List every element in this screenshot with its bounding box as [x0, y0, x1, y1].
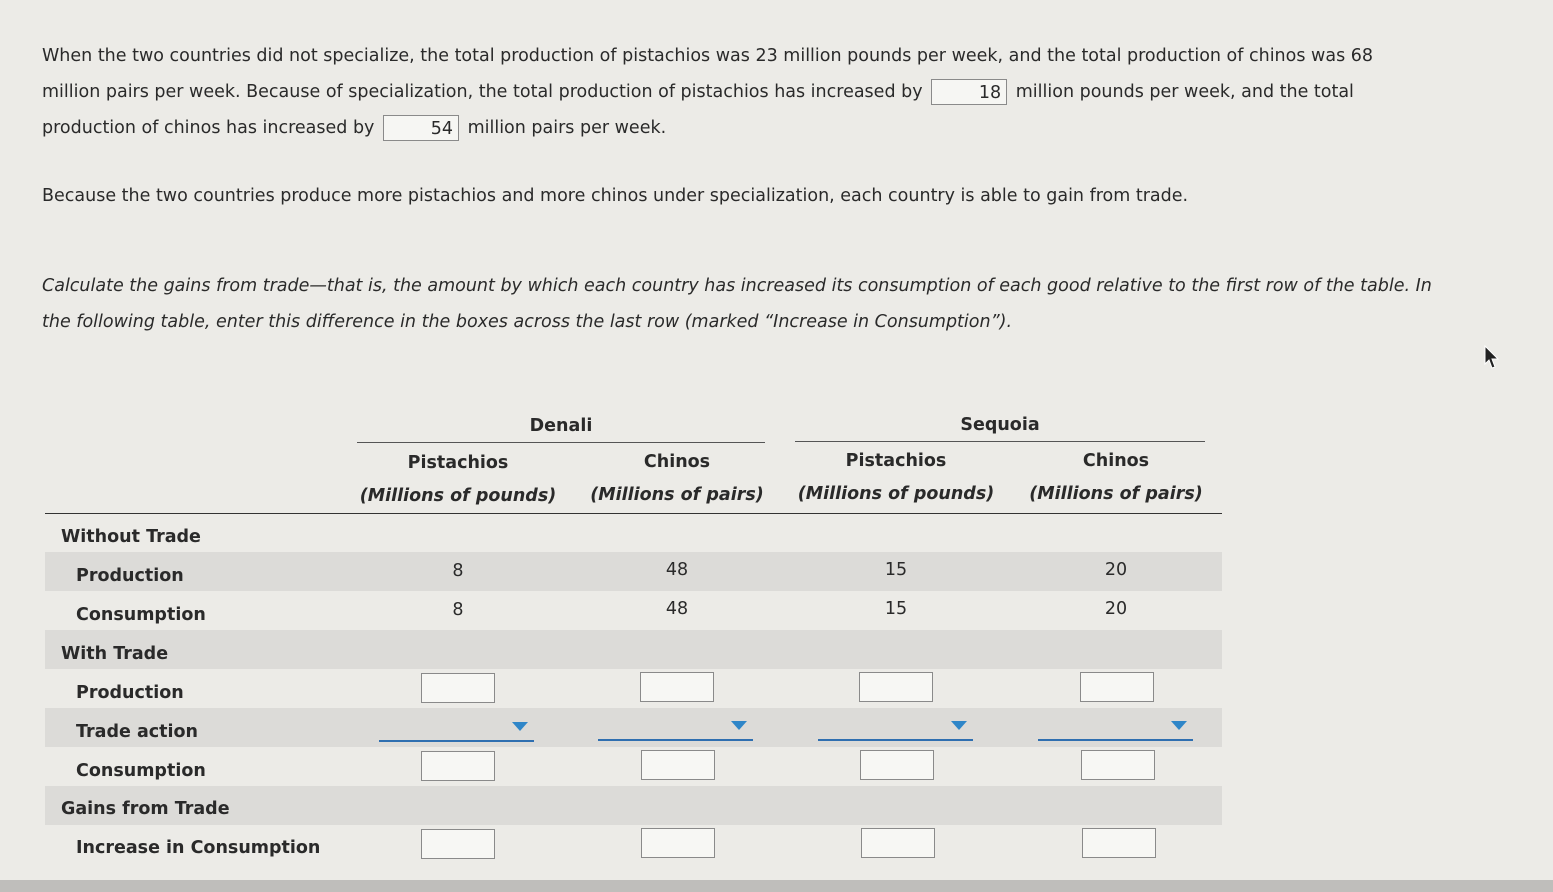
dropdown-denali-pistachios-trade-action[interactable]: [379, 718, 534, 742]
input-denali-chinos-increase[interactable]: [641, 828, 715, 858]
input-sequoia-pistachios-consumption[interactable]: [860, 750, 934, 780]
chevron-down-icon: [951, 721, 967, 730]
input-denali-pistachios-consumption[interactable]: [421, 751, 495, 781]
paragraph1-part1: When the two countries did not specialize, the total production of pistachios was 23 million pounds per week, and the total production of chinos was 68 million pairs per week. Because of specialization, the total production of pistachios has increased by: [42, 46, 1374, 102]
row-label-production: Production: [76, 566, 184, 586]
column-header-sequoia-pistachios: [791, 445, 1001, 511]
column-header-denali-pistachios: [353, 447, 563, 513]
dropdown-sequoia-chinos-trade-action[interactable]: [1038, 717, 1193, 741]
column-name: Pistachios: [845, 451, 947, 471]
input-denali-chinos-consumption[interactable]: [641, 750, 715, 780]
column-header-denali-chinos: [572, 446, 782, 512]
sequoia-header-divider: [795, 441, 1205, 442]
section-without-trade: Without Trade: [61, 527, 201, 547]
column-unit: (Millions of pounds): [359, 486, 557, 506]
value-denali-chinos-consumption: 48: [665, 599, 689, 619]
denali-header-divider: [357, 442, 765, 443]
column-name: Chinos: [643, 452, 711, 472]
column-header-sequoia-chinos: [1011, 445, 1221, 511]
pistachio-increase-input[interactable]: 18: [931, 79, 1007, 105]
column-name: Chinos: [1082, 451, 1150, 471]
country-header-denali: Denali: [529, 416, 593, 436]
row-label-consumption: Consumption: [76, 605, 206, 625]
section-gains-from-trade: Gains from Trade: [61, 799, 230, 819]
column-unit: (Millions of pairs): [590, 485, 764, 505]
value-denali-chinos-production: 48: [665, 560, 689, 580]
input-sequoia-pistachios-production[interactable]: [859, 672, 933, 702]
value-sequoia-chinos-production: 20: [1104, 560, 1128, 580]
input-denali-chinos-production[interactable]: [640, 672, 714, 702]
input-denali-pistachios-production[interactable]: [421, 673, 495, 703]
row-label-trade-action: Trade action: [76, 722, 198, 742]
row-label-production: Production: [76, 683, 184, 703]
row-label-consumption: Consumption: [76, 761, 206, 781]
column-unit: (Millions of pairs): [1029, 484, 1203, 504]
instruction-paragraph: Calculate the gains from trade—that is, the amount by which each country has increased its consumption of each good relative to the first row of the table. In the following table, enter this difference in the boxes across the last row (marked “Increase in Consumption”).: [42, 276, 1432, 332]
paragraph1-part2: million pounds per week, and the total production of chinos has increased by: [42, 82, 1354, 138]
value-sequoia-pistachios-consumption: 15: [884, 599, 908, 619]
value-sequoia-pistachios-production: 15: [884, 560, 908, 580]
section-with-trade: With Trade: [61, 644, 169, 664]
input-denali-pistachios-increase[interactable]: [421, 829, 495, 859]
question-paragraph-2: Because the two countries produce more pistachios and more chinos under specialization, each country is able to gain from trade.: [42, 186, 1189, 206]
input-sequoia-chinos-production[interactable]: [1080, 672, 1154, 702]
input-sequoia-pistachios-increase[interactable]: [861, 828, 935, 858]
row-band: [45, 630, 1222, 669]
mouse-cursor-icon: [1484, 345, 1500, 371]
country-header-sequoia: Sequoia: [960, 415, 1040, 435]
column-unit: (Millions of pounds): [797, 484, 995, 504]
chevron-down-icon: [731, 721, 747, 730]
chevron-down-icon: [1171, 721, 1187, 730]
input-sequoia-chinos-increase[interactable]: [1082, 828, 1156, 858]
chinos-increase-input[interactable]: 54: [383, 115, 459, 141]
dropdown-denali-chinos-trade-action[interactable]: [598, 717, 753, 741]
value-denali-pistachios-consumption: 8: [452, 600, 464, 620]
row-label-increase-in-consumption: Increase in Consumption: [76, 838, 321, 858]
chevron-down-icon: [512, 722, 528, 731]
question-paragraph-1: [42, 38, 1432, 146]
value-sequoia-chinos-consumption: 20: [1104, 599, 1128, 619]
value-denali-pistachios-production: 8: [452, 561, 464, 581]
table-header-divider: [45, 513, 1222, 514]
input-sequoia-chinos-consumption[interactable]: [1081, 750, 1155, 780]
column-name: Pistachios: [407, 453, 509, 473]
dropdown-sequoia-pistachios-trade-action[interactable]: [818, 717, 973, 741]
paragraph1-part3: million pairs per week.: [467, 118, 667, 138]
bottom-edge: [0, 880, 1553, 892]
